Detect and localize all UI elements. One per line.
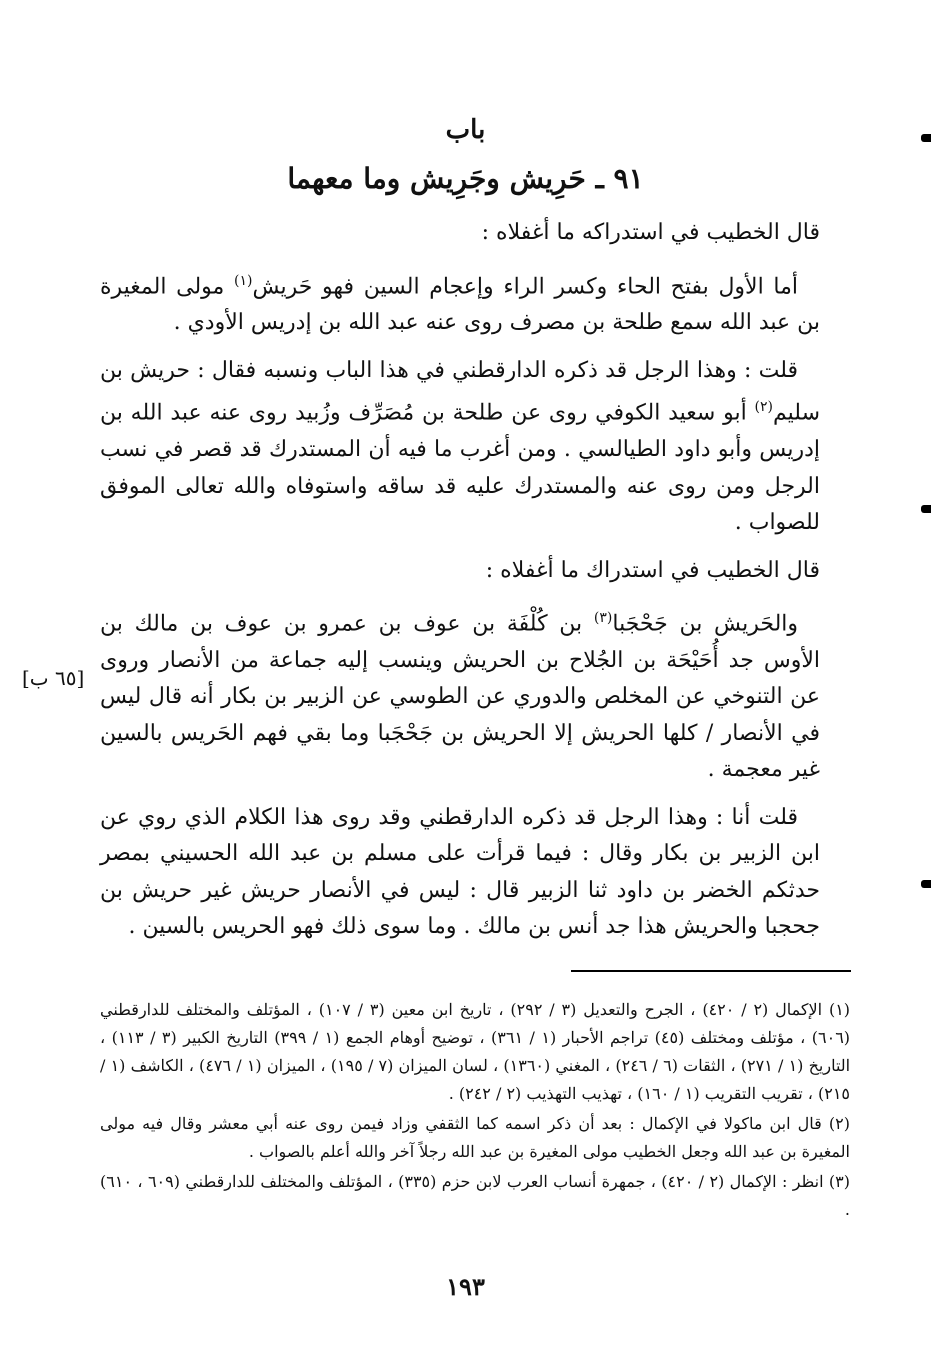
edge-mark-bottom [921,880,931,888]
chapter-label: باب [445,115,486,145]
footnote-ref-1: (١) [234,272,253,289]
footnote-ref-2: (٢) [754,399,773,416]
paragraph-5-text-b: بن كُلْفَة بن عوف بن عمرو بن عوف بن مالك بن الأوس جد أُحَيْحَة بن الجُلاح بن الحريش وينسب إليه جماعة من الأنصار وروى عن التنوخي عن المخلص والدوري عن الطوسي عن الزبير بن بكار أنه قال ليس في الأنصار / كلها الحريش إلا الحريش بن جَحْجَبا وما بقي فهم الحَريس بالسين غير معجمة . [100,611,820,783]
paragraph-2-text-a: أما الأول بفتح الحاء وكسر الراء وإعجام السين فهو حَريش [252,273,798,299]
footnote-2: (٢) قال ابن ماكولا في الإكمال : بعد أن ذكر اسمه كما الثقفي وزاد فيمن روى عنه أبي معشر وقال فيه مولى المغيرة بن عبد الله وجعل الخطيب مولى المغيرة بن عبد الله رجلاً آخر والله أعلم بالصواب . [100,1114,850,1161]
footnote-ref-3: (٣) [593,610,613,627]
edge-mark-middle [921,505,931,513]
footnote-3: (٣) انظر : الإكمال (٢ / ٤٢٠) ، جمهرة أنساب العرب لابن حزم (٣٣٥) ، المؤتلف والمختلف للدارقطني (٦٠٩ ، ٦١٠) . [100,1172,851,1219]
footnote-separator [571,970,851,972]
paragraph-3-text-b: أبو سعيد الكوفي روى عن طلحة بن مُصَرِّف وزُبيد روى عنه عبد الله بن إدريس وأبو داود الطيالسي . ومن أغرب ما فيه أن المستدرك قد قصر في نسب الرجل ومن روى عنه والمستدرك عليه قد ساقه واستوفاه والله تعالى الموفق للصواب . [100,400,820,536]
paragraph-3 [100,353,820,542]
margin-folio-note: [٦٥ ب] [22,666,85,690]
paragraph-2 [100,263,820,342]
chapter-title: ٩١ ـ حَرِيش وجَرِيش وما معهما [287,162,644,195]
main-text [100,215,820,957]
paragraph-6: قلت أنا : وهذا الرجل قد ذكره الدارقطني وقد روى هذا الكلام الذي روي عن ابن الزبير بن بكار وقال : فيما قرأت على مسلم بن عبد الله الحسيني بمصر حدثكم الخضر بن داود ثنا الزبير قال : ليس في الأنصار حريش غير حريش بن جحجبا والحريش هذا جد أنس بن مالك . وما سوى ذلك فهو الحريس بالسين . [100,804,820,940]
edge-mark-top [921,134,931,142]
footnotes [100,996,850,1226]
paragraph-5 [100,600,820,789]
paragraph-3-text-a: قلت : وهذا الرجل قد ذكره الدارقطني في هذا الباب ونسبه فقال : حريش بن سليم [100,357,820,426]
paragraph-1: قال الخطيب في استدراكه ما أغفلاه : [481,220,820,245]
paragraph-5-text-a: والحَريش بن جَحْجَبا [612,611,799,637]
page-number: ١٩٣ [446,1272,485,1301]
paragraph-2-text-b: مولى المغيرة بن عبد الله سمع طلحة بن مصرف روى عنه عبد الله بن إدريس الأودي . [100,273,820,336]
footnote-1: (١) الإكمال (٢ / ٤٢٠) ، الجرح والتعديل (٣ / ٢٩٢) ، تاريخ ابن معين (٣ / ١٠٧) ، المؤتلف والمختلف للدارقطني (٦٠٦) ، مؤتلف ومختلف (٤٥) تراجم الأحبار (١ / ٣٦١) ، توضيح أوهام الجمع (١ / ٣٩٩) التاريخ الكبير (٣ / ١١٣) ، التاريخ (١ / ٢٧١) ، الثقات (٦ / ٢٤٦) ، المغني (١٣٦٠) ، لسان الميزان (٧ / ١٩٥) ، الميزان (١ / ٤٧٦) ، الكاشف (١ / ٢١٥) ، تقريب التقريب (١ / ١٦٠) ، تهذيب التهذيب (٢ / ٢٤٢) . [100,1000,851,1103]
paragraph-4: قال الخطيب في استدراك ما أغفلاه : [485,557,820,583]
